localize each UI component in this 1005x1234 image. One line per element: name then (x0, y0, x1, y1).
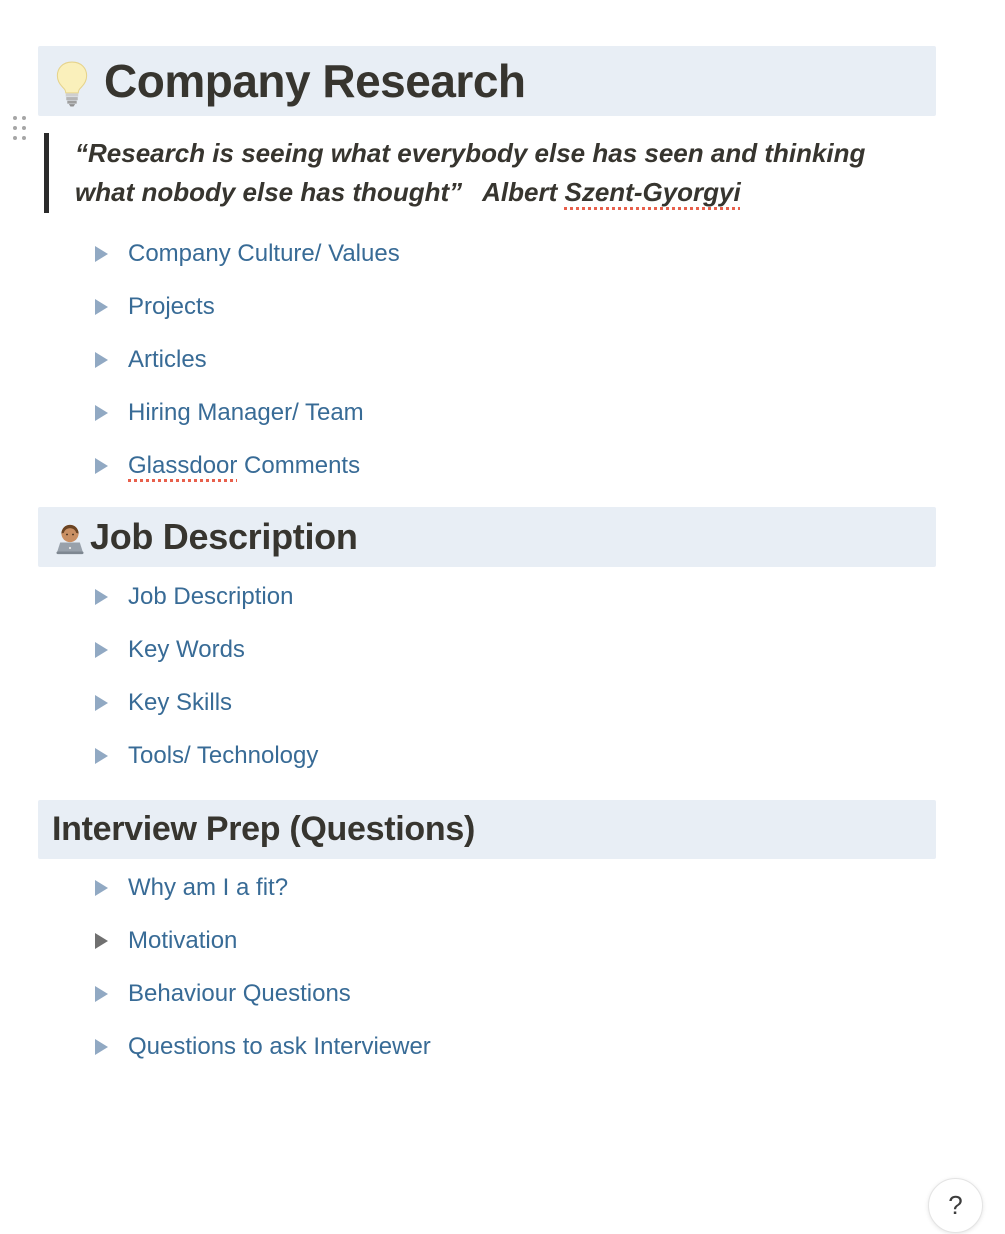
quote-line-1: “Research is seeing what everybody else has seen and thinking (75, 138, 866, 168)
lightbulb-emoji-icon (54, 61, 90, 107)
page-content (38, 46, 936, 1063)
toggle-hiring-manager-team[interactable]: Hiring Manager/ Team (38, 396, 936, 429)
toggle-arrow-icon[interactable] (95, 880, 108, 896)
toggle-arrow-icon[interactable] (95, 458, 108, 474)
drag-handle-icon[interactable] (13, 116, 27, 142)
toggle-arrow-icon[interactable] (95, 589, 108, 605)
toggle-arrow-icon[interactable] (95, 352, 108, 368)
quote-attribution-name: Szent-Gyorgyi (564, 177, 741, 207)
toggle-glassdoor-comments[interactable]: Glassdoor Comments (38, 449, 936, 482)
toggle-arrow-icon[interactable] (95, 405, 108, 421)
toggle-arrow-icon[interactable] (95, 1039, 108, 1055)
toggle-key-words[interactable]: Key Words (38, 633, 936, 666)
toggle-motivation[interactable]: Motivation (38, 924, 936, 957)
toggle-behaviour-questions[interactable]: Behaviour Questions (38, 977, 936, 1010)
toggle-projects[interactable]: Projects (38, 290, 936, 323)
heading-job-description (38, 507, 936, 567)
quote-attribution: Albert (482, 177, 558, 207)
section-title: Interview Prep (Questions) (52, 810, 475, 848)
toggle-arrow-icon[interactable] (95, 695, 108, 711)
toggle-questions-to-ask-interviewer[interactable]: Questions to ask Interviewer (38, 1030, 936, 1063)
help-button-label: ? (948, 1190, 963, 1220)
toggle-company-culture-values[interactable]: Company Culture/ Values (38, 237, 936, 270)
man-technologist-emoji-icon (52, 521, 88, 557)
toggle-arrow-icon[interactable] (95, 642, 108, 658)
toggle-arrow-icon[interactable] (95, 299, 108, 315)
quote-block (44, 133, 936, 213)
notion-page (0, 46, 1005, 1234)
toggle-why-am-i-a-fit[interactable]: Why am I a fit? (38, 871, 936, 904)
misspelled-word: Glassdoor (128, 452, 238, 479)
section-title: Company Research (104, 55, 526, 107)
toggle-arrow-icon[interactable] (95, 748, 108, 764)
toggle-job-description[interactable]: Job Description (38, 580, 936, 613)
toggle-arrow-icon[interactable] (95, 933, 108, 949)
toggle-tools-technology[interactable]: Tools/ Technology (38, 739, 936, 772)
heading-company-research (38, 46, 936, 116)
toggle-key-skills[interactable]: Key Skills (38, 686, 936, 719)
toggle-arrow-icon[interactable] (95, 246, 108, 262)
heading-interview-prep (38, 800, 936, 859)
toggle-articles[interactable]: Articles (38, 343, 936, 376)
quote-line-2: what nobody else has thought” Albert Szent-Gyorgyi (75, 177, 741, 207)
help-button[interactable] (928, 1178, 983, 1233)
toggle-arrow-icon[interactable] (95, 986, 108, 1002)
section-title: Job Description (90, 516, 358, 557)
